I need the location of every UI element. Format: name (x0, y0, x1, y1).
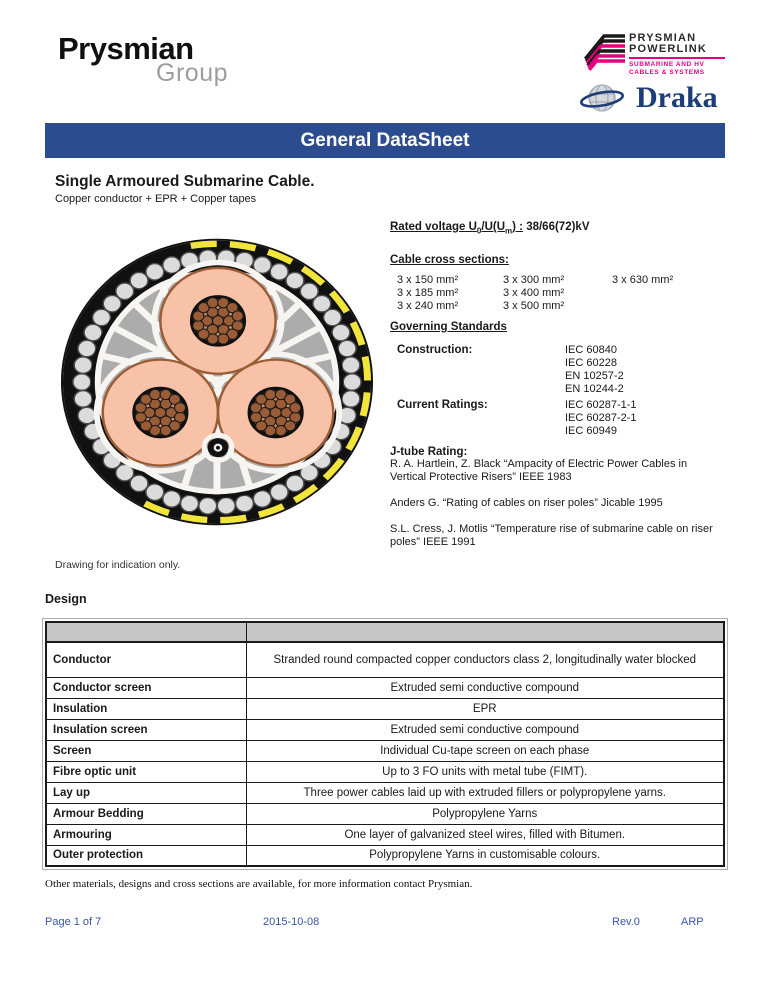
prysmian-logo-group-text: Group (156, 59, 228, 87)
powerlink-chevron-icon (583, 33, 625, 77)
cross-section-item: 3 x 300 mm² (503, 274, 565, 286)
row-label: Screen (46, 740, 246, 761)
table-row (46, 642, 724, 677)
powerlink-line1: PRYSMIAN (629, 32, 697, 44)
rated-voltage-line: Rated voltage $U_0/U(U_m)$ : 38/66(72)kV (390, 221, 590, 236)
row-label: Conductor (46, 642, 246, 677)
footer-page-number: Page 1 of 7 (45, 916, 102, 928)
row-label: Insulation (46, 698, 246, 719)
standard-value: IEC 60287-2-1 (565, 412, 637, 424)
design-table (45, 621, 725, 867)
row-value: Up to 3 FO units with metal tube (FIMT). (246, 761, 724, 782)
page-subtitle: Copper conductor + EPR + Copper tapes (55, 193, 257, 205)
standard-value: IEC 60949 (565, 425, 617, 437)
row-value: Stranded round compacted copper conductors class 2, longitudinally water blocked (246, 642, 724, 677)
drawing-note: Drawing for indication only. (55, 559, 181, 571)
row-value: Individual Cu-tape screen on each phase (246, 740, 724, 761)
jtube-reference: R. A. Hartlein, Z. Black “Ampacity of Electric Power Cables in Vertical Protective Risers” IEEE 1983 (390, 458, 688, 483)
table-row (46, 845, 724, 866)
current-ratings-label: Current Ratings: (397, 399, 488, 411)
table-row (46, 740, 724, 761)
table-row (46, 698, 724, 719)
table-row (46, 677, 724, 698)
row-label: Outer protection (46, 845, 246, 866)
prysmian-logo-text: Prysmian (58, 31, 194, 66)
banner-title: General DataSheet (300, 129, 470, 151)
prysmian-group-logo (58, 31, 228, 87)
row-label: Insulation screen (46, 719, 246, 740)
prysmian-powerlink-logo (583, 33, 731, 77)
standard-value: IEC 60287-1-1 (565, 399, 637, 411)
jtube-reference: Anders G. “Rating of cables on riser poles” Jicable 1995 (390, 497, 663, 509)
row-label: Conductor screen (46, 677, 246, 698)
cross-section-item: 3 x 240 mm² (397, 300, 459, 312)
row-value: EPR (246, 698, 724, 719)
row-value: One layer of galvanized steel wires, filled with Bitumen. (246, 824, 724, 845)
rated-voltage-value: 38/66(72)kV (523, 221, 590, 233)
materials-note: Other materials, designs and cross sections are available, for more information contact Prysmian. (45, 878, 473, 890)
row-value: Three power cables laid up with extruded fillers or polypropylene yarns. (246, 782, 724, 803)
draka-wordmark: Draka (636, 81, 718, 114)
row-label: Armour Bedding (46, 803, 246, 824)
design-table-header-cell (46, 622, 246, 642)
standard-value: IEC 60228 (565, 357, 617, 369)
page-title: Single Armoured Submarine Cable. (55, 173, 315, 190)
construction-label: Construction: (397, 344, 473, 356)
cross-section-item: 3 x 630 mm² (612, 274, 674, 286)
jtube-references (390, 458, 726, 562)
cross-sections-label: Cable cross sections: (390, 254, 509, 266)
design-heading: Design (45, 592, 87, 606)
table-row (46, 719, 724, 740)
cross-section-item: 3 x 500 mm² (503, 300, 565, 312)
cross-section-item: 3 x 185 mm² (397, 287, 459, 299)
powerlink-line2: POWERLINK (629, 43, 708, 55)
globe-icon (578, 78, 630, 118)
design-table-header-row (46, 622, 724, 642)
row-value: Polypropylene Yarns (246, 803, 724, 824)
footer-initials: ARP (681, 916, 704, 928)
jtube-rating-label: J-tube Rating: (390, 446, 468, 458)
design-table-header-cell (246, 622, 724, 642)
row-label: Fibre optic unit (46, 761, 246, 782)
powerlink-sub1: SUBMARINE AND HV (629, 61, 705, 68)
cross-section-item: 3 x 400 mm² (503, 287, 565, 299)
cable-cross-section-drawing (58, 236, 376, 533)
cross-section-item: 3 x 150 mm² (397, 274, 459, 286)
table-row (46, 824, 724, 845)
standard-value: EN 10244-2 (565, 383, 624, 395)
table-row (46, 803, 724, 824)
footer-revision: Rev.0 (612, 916, 640, 928)
row-value: Extruded semi conductive compound (246, 719, 724, 740)
standard-value: IEC 60840 (565, 344, 617, 356)
row-value: Polypropylene Yarns in customisable colours. (246, 845, 724, 866)
standard-value: EN 10257-2 (565, 370, 624, 382)
draka-logo (578, 78, 718, 118)
table-row (46, 761, 724, 782)
governing-standards-label: Governing Standards (390, 321, 507, 333)
powerlink-sub2: CABLES & SYSTEMS (629, 69, 705, 76)
cable-drawing-svg (58, 236, 376, 528)
powerlink-divider (629, 57, 725, 59)
row-label: Lay up (46, 782, 246, 803)
row-label: Armouring (46, 824, 246, 845)
jtube-reference: S.L. Cress, J. Motlis “Temperature rise of submarine cable on riser poles” IEEE 1991 (390, 523, 713, 548)
cross-sections-columns (397, 274, 727, 313)
banner (45, 123, 725, 158)
row-value: Extruded semi conductive compound (246, 677, 724, 698)
table-row (46, 782, 724, 803)
footer-date: 2015-10-08 (263, 916, 320, 928)
